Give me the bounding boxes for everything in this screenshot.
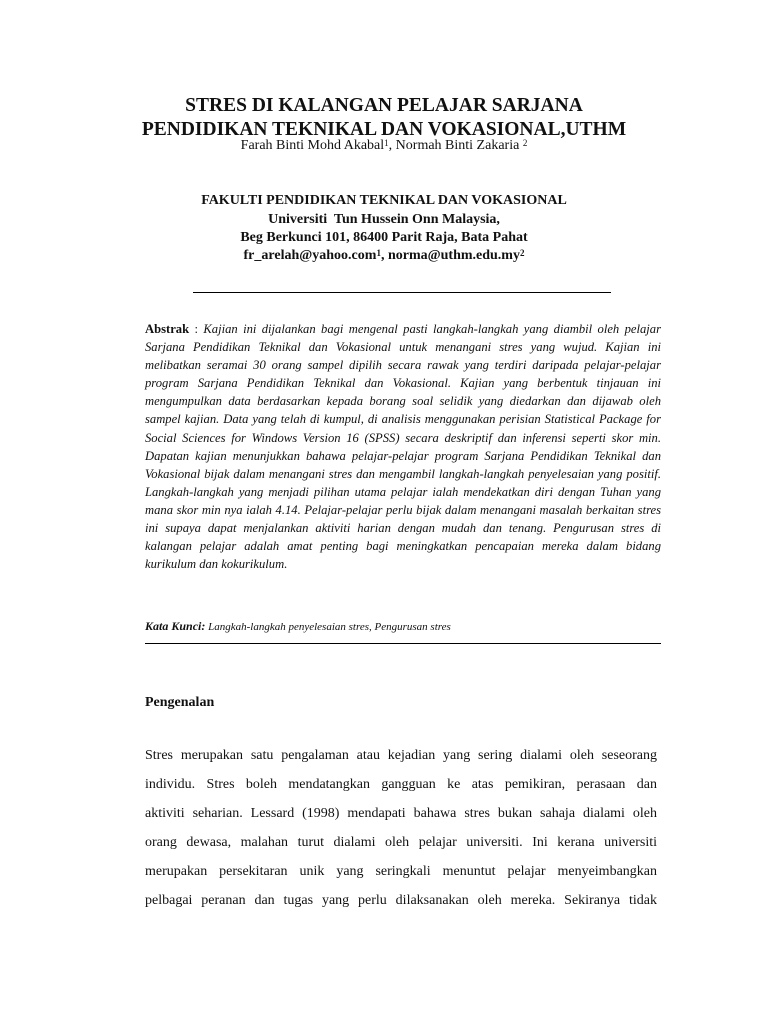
affiliation-faculty: FAKULTI PENDIDIKAN TEKNIKAL DAN VOKASIONAL [201,193,567,208]
abstract-label: Abstrak [145,322,190,336]
paper-title [0,94,768,142]
keywords-divider [145,643,661,644]
affiliation-address: Beg Berkunci 101, 86400 Parit Raja, Bata Pahat [240,230,528,245]
section-body [145,741,657,915]
author-2: Normah Binti Zakaria [395,138,523,153]
author-1-affil-mark: 1 [384,138,389,148]
section-heading: Pengenalan [145,695,215,710]
body-line: pelbagai peranan dan tugas yang perlu dilaksanakan oleh mereka. Sekiranya tidak [145,893,657,908]
email-1-mark: 1 [376,248,381,258]
title-line-1: STRES DI KALANGAN PELAJAR SARJANA [185,95,583,116]
email-separator: , [380,248,388,263]
abstract-text: Kajian ini dijalankan bagi mengenal pasti langkah-langkah yang diambil oleh pelajar Sarjana Pendidikan Teknikal dan Vokasional untuk menangani stres yang wujud. Kajian ini melibatkan seramai 30 orang sampel dipilih secara rawak yang terdiri daripada pelajar-pelajar program Sarjana Pendidikan Teknikal dan Vokasional. Kajian yang berbentuk tinjauan ini mengumpulkan data berdasarkan kepada borang soal selidik yang diedarkan dan dijawab oleh sampel kajian. Data yang telah di kumpul, di analisis menggunakan perisian Statistical Package for Social Sciences for Windows Version 16 (SPSS) secara deskriptif dan inferensi seperti skor min. Dapatan kajian menunjukkan bahawa pelajar-pelajar program Sarjana Pendidikan Teknikal dan Vokasional bijak dalam menangani stres dan mengambil langkah-langkah penyelesaian yang positif. Langkah-langkah yang menjadi pilihan utama pelajar ialah mendekatkan diri dengan Tuhan yang mana skor min nya ialah 4.14. Pelajar-pelajar perlu bijak dalam menangani masalah berkaitan stres ini supaya dapat menjalankan aktiviti harian dengan mudah dan tenang. Pengurusan stres di kalangan pelajar adalah amat penting bagi meningkatkan pencapaian mereka dalam bidang kurikulum dan kokurikulum. [145,322,661,572]
author-1: Farah Binti Mohd Akabal [240,138,385,153]
email-2: norma@uthm.edu.my [387,248,520,263]
email-2-mark: 2 [519,248,525,258]
body-line: aktiviti seharian. Lessard (1998) mendapati bahawa stres bukan sahaja dialami oleh [145,806,657,821]
keywords-text: Langkah-langkah penyelesaian stres, Pengurusan stres [205,621,451,633]
affiliation-emails [0,247,768,265]
email-1: fr_arelah@yahoo.com [243,248,377,263]
title-line-2: PENDIDIKAN TEKNIKAL DAN VOKASIONAL,UTHM [141,119,627,140]
affiliation-university: Universiti Tun Hussein Onn Malaysia, [268,212,500,227]
author-separator: , [388,138,396,153]
abstract-block [145,320,661,573]
keywords-label: Kata Kunci: [145,619,206,633]
author-list [0,138,768,154]
keywords-block [145,619,661,634]
abstract-colon: : [189,322,204,336]
body-line: Stres merupakan satu pengalaman atau kejadian yang sering dialami oleh seseorang [145,748,657,763]
body-line: orang dewasa, malahan turut dialami oleh pelajar universiti. Ini kerana universiti [145,835,657,850]
body-line: individu. Stres boleh mendatangkan gangguan ke atas pemikiran, perasaan dan [145,777,657,792]
body-line: merupakan persekitaran unik yang seringkali menuntut pelajar menyeimbangkan [145,864,657,879]
header-divider [193,292,611,293]
author-2-affil-mark: 2 [522,138,528,148]
